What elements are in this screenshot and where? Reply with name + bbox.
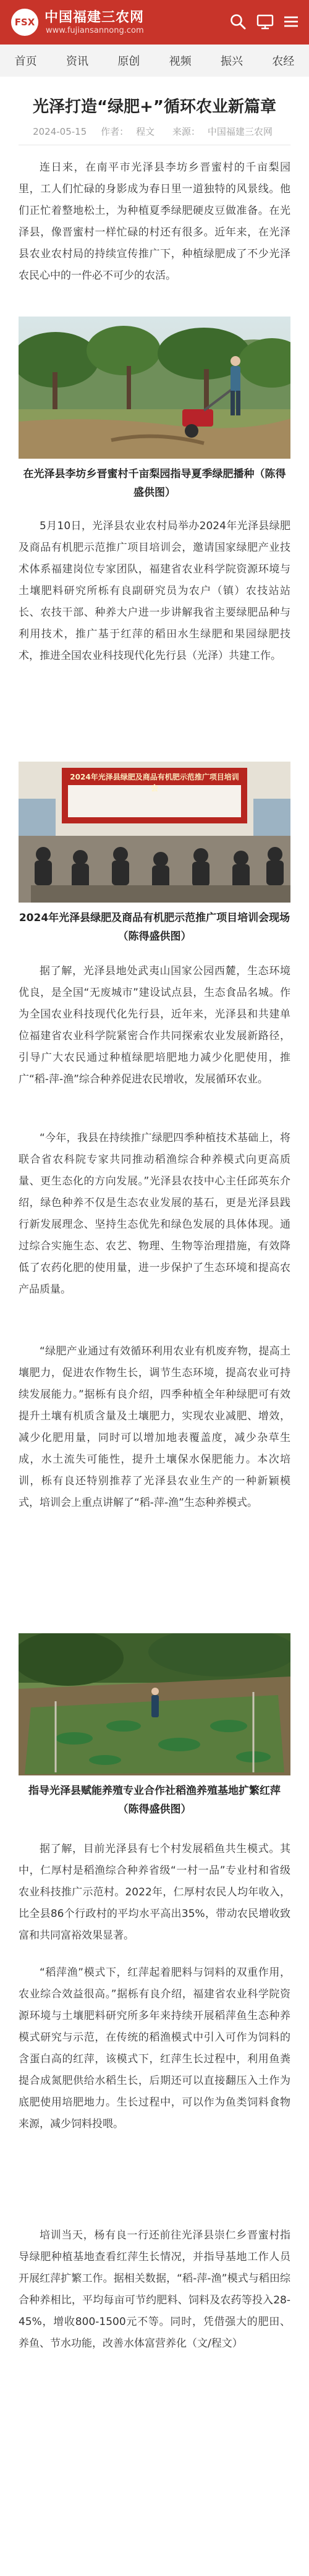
nav-item-home[interactable]: 首页 <box>14 55 37 68</box>
logo-text: FSX <box>14 17 35 28</box>
article-paragraph: “今年，我县在持续推广绿肥四季种植技术基础上，将联合省农科院专家共同推动稻渔综合种养模式向更高质量、更生态化的方向发展。”光泽县农技中心主任邱英东介绍，绿色种养不仅是生态农业发展的基石，更是光泽县践行新发展理念、坚持生态优先和绿色发展的具体体现。通过综合实施生态、农艺、物理、生物等治理措施，有效降低了农药化肥的使用量，进一步保护了生态环境和提高农产品质量。 <box>19 1132 290 1296</box>
main-nav <box>0 45 309 77</box>
article-author: 程文 <box>136 126 155 137</box>
monitor-icon[interactable] <box>256 12 274 31</box>
article-photo-rice-field <box>19 1633 290 1775</box>
nav-item-agri-economy[interactable]: 农经 <box>272 55 295 68</box>
search-icon[interactable] <box>229 12 247 31</box>
article-meta <box>22 125 287 138</box>
article-photo-orchard <box>19 317 290 459</box>
article-date: 2024-05-15 <box>33 126 87 137</box>
site-url: www.fujiansannong.com <box>46 26 144 35</box>
source-label: 来源： <box>172 126 200 137</box>
article-source: 中国福建三农网 <box>207 126 273 137</box>
article-paragraph: 据了解，光泽县地处武夷山国家公园西麓，生态环境优良，是全国“无废城市”建设试点县，生态食品名城。作为全国农业科技现代化先行县，近年来，光泽县和共建单位福建省农业科学院紧密合作共同探索农业发展新路径，引导广大农民通过种植绿肥培肥地力减少化肥使用，推广“稻-萍-渔”综合种养促进农民增收，发展循环农业。 <box>19 965 290 1086</box>
article-title: 光泽打造“绿肥+”循环农业新篇章 <box>33 98 276 116</box>
menu-icon[interactable] <box>282 12 300 31</box>
article <box>0 77 309 2576</box>
nav-item-revitalization[interactable]: 振兴 <box>220 55 243 68</box>
nav-item-video[interactable]: 视频 <box>169 55 192 68</box>
site-logo[interactable] <box>11 9 38 36</box>
photo-caption: 指导光泽县赋能养殖专业合作社稻渔养殖基地扩繁红萍（陈得盛供图） <box>28 1785 281 1816</box>
author-label: 作者： <box>101 126 129 137</box>
nav-item-original[interactable]: 原创 <box>117 55 140 68</box>
article-paragraph: 据了解，目前光泽县有七个村发展稻鱼共生模式。其中，仁厚村是稻渔综合种养省级“一村一品”专业村和省级农业科技推广示范村。2022年，仁厚村农民人均年收入，比全县86个行政村的平均水平高出35%，带动农民增收致富和共同富裕效果显著。 <box>19 1843 290 1942</box>
article-paragraph: “稻萍渔”模式下，红萍起着肥料与饲料的双重作用，农业综合效益很高。”据栎有良介绍，福建省农业科学院资源环境与土壤肥料研究所多年来持续开展稻萍鱼生态种养模式研究与示范，在传统的稻渔模式中引入可作为饲料的含蛋白高的红萍，该模式下，红萍生长过程中，利用鱼粪提合成氮肥供给水稻生长，后期还可以直接翻压入土作为底肥使用培肥地力。生长过程中，可以作为鱼类饲料食物来源，减少饲料投喂。 <box>19 1966 290 2130</box>
meeting-banner: 2024年光泽县绿肥及商品有机肥示范推广项目培训会 <box>70 773 239 793</box>
site-name[interactable]: 中国福建三农网 <box>44 10 145 25</box>
article-photo-meeting <box>19 762 290 903</box>
article-paragraph: “绿肥产业通过有效循环利用农业有机废弃物，提高土壤肥力，促进农作物生长，调节生态环境，提高农业可持续发展能力。”据栎有良介绍，四季种植全年种绿肥可有效提升土壤有机质含量及土壤肥力，实现农业减肥、增效，减少化肥用量，同时可以增加地表覆盖度，减少杂草生成，水土流失可能性，提升土壤保水保肥能力。本次培训，栎有良还特别推荐了光泽县农业生产的一种新颖模式，培训会上重点讲解了“稻-萍-渔”生态种养模式。 <box>19 1345 290 1509</box>
article-paragraph: 连日来，在南平市光泽县李坊乡晋蜜村的千亩梨园里，工人们忙碌的身影成为春日里一道独特的风景线。他们正忙着整地松土，为种植夏季绿肥硬皮豆做准备。在光泽县，像晋蜜村一样忙碌的村还有很多。近年来，在光泽县农业农村局的持续宣传推广下，种植绿肥成了不少光泽农民心中的一件必不可少的农活。 <box>19 161 290 282</box>
article-paragraph: 培训当天，杨有良一行还前往光泽县崇仁乡晋蜜村指导绿肥种植基地查看红萍生长情况，并指导基地工作人员开展红萍扩繁工作。据相关数据，“稻-萍-渔”模式与稻田综合种养相比，平均每亩可节约肥料、饲料及农药等投入28-45%，增收800-1500元不等。同时，凭借强大的肥田、养鱼、节水功能，改善水体富营养化（文/程文） <box>19 2229 290 2350</box>
nav-item-news[interactable]: 资讯 <box>66 55 88 68</box>
article-paragraph: 5月10日，光泽县农业农村局举办2024年光泽县绿肥及商品有机肥示范推广项目培训会，邀请国家绿肥产业技术体系福建岗位专家团队，福建省农业科学院资源环境与土壤肥料研究所栎有良副研究员为农户（镇）农技站站长、农技干部、种养大户进一步讲解我省主要绿肥品种与利用技术，推广基于红萍的稻田水生绿肥和果园绿肥技术，推进全国农业科技现代化先行县（光泽）共建工作。 <box>19 520 290 662</box>
photo-caption: 2024年光泽县绿肥及商品有机肥示范推广项目培训会现场（陈得盛供图） <box>19 912 290 943</box>
photo-caption: 在光泽县李坊乡晋蜜村千亩梨园指导夏季绿肥播种（陈得盛供图） <box>23 468 286 499</box>
site-header <box>0 0 309 45</box>
